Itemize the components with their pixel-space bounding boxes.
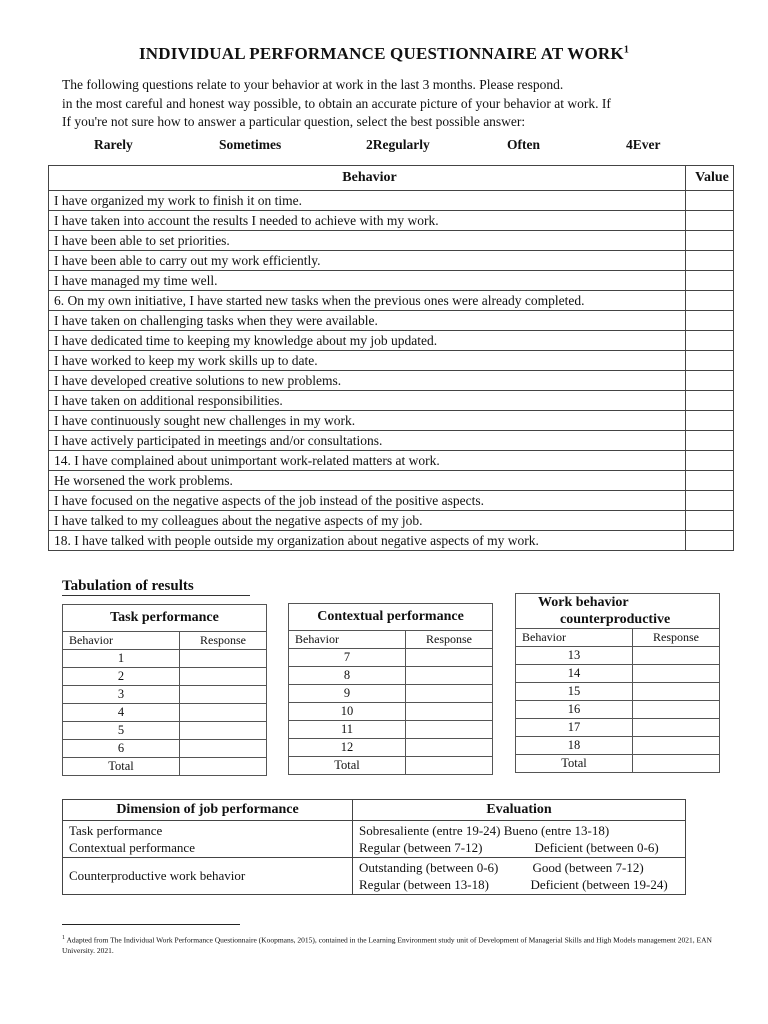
response-cell[interactable] (180, 722, 267, 740)
response-cell[interactable] (633, 719, 720, 737)
value-cell[interactable] (686, 531, 734, 551)
behavior-number: 17 (516, 719, 633, 737)
behavior-number: 1 (63, 650, 180, 668)
total-cell[interactable] (633, 755, 720, 773)
dimension-table (62, 799, 686, 895)
dimension-cell (63, 821, 353, 858)
total-cell[interactable] (180, 758, 267, 776)
behavior-row (49, 351, 734, 371)
response-cell[interactable] (633, 701, 720, 719)
total-row (516, 755, 720, 773)
behavior-row (49, 231, 734, 251)
behavior-text: 6. On my own initiative, I have started new tasks when the previous ones were already completed. (49, 291, 686, 311)
behavior-row (49, 411, 734, 431)
behavior-table-header (49, 166, 734, 191)
value-cell[interactable] (686, 431, 734, 451)
behavior-number: 8 (289, 667, 406, 685)
behavior-number: 18 (516, 737, 633, 755)
behavior-number: 14 (516, 665, 633, 683)
behavior-row (49, 251, 734, 271)
total-label: Total (63, 758, 180, 776)
evaluation-deficient: Deficient (between 19-24) (530, 877, 668, 892)
tabulation-row (516, 683, 720, 701)
evaluation-line (359, 859, 679, 876)
tabulation-row (63, 740, 267, 758)
response-cell[interactable] (406, 703, 493, 721)
response-col-label: Response (406, 631, 493, 649)
value-cell[interactable] (686, 231, 734, 251)
intro-text (62, 76, 742, 132)
tabulation-heading: Tabulation of results (62, 578, 194, 594)
intro-line: in the most careful and honest way possible, to obtain an accurate picture of your behavior at work. If (62, 95, 611, 111)
value-cell[interactable] (686, 211, 734, 231)
counterproductive-title (516, 594, 720, 629)
intro-line: The following questions relate to your behavior at work in the last 3 months. Please respond. (62, 77, 564, 92)
behavior-number: 16 (516, 701, 633, 719)
behavior-row (49, 331, 734, 351)
value-cell[interactable] (686, 311, 734, 331)
dimension-counterproductive: Counterproductive work behavior (63, 858, 353, 895)
behavior-row (49, 491, 734, 511)
response-col-label: Response (180, 632, 267, 650)
behavior-text: I have developed creative solutions to new problems. (49, 371, 686, 391)
behavior-text: I have taken on challenging tasks when they were available. (49, 311, 686, 331)
behavior-number: 2 (63, 668, 180, 686)
value-cell[interactable] (686, 371, 734, 391)
behavior-col-label: Behavior (516, 629, 633, 647)
behavior-text: 14. I have complained about unimportant work-related matters at work. (49, 451, 686, 471)
behavior-table (48, 165, 734, 551)
scale-option-sometimes: Sometimes (219, 137, 282, 152)
response-cell[interactable] (406, 721, 493, 739)
counterproductive-table (515, 593, 720, 773)
tabulation-row (516, 647, 720, 665)
behavior-row (49, 271, 734, 291)
response-cell[interactable] (633, 737, 720, 755)
footnote-mark: 1 (623, 44, 630, 56)
value-cell[interactable] (686, 191, 734, 211)
contextual-performance-title: Contextual performance (289, 604, 493, 631)
tabulation-underline (62, 595, 250, 596)
behavior-text: I have worked to keep my work skills up to date. (49, 351, 686, 371)
evaluation-regular: Regular (between 13-18) (359, 877, 489, 892)
value-cell[interactable] (686, 351, 734, 371)
behavior-row (49, 191, 734, 211)
behavior-number: 13 (516, 647, 633, 665)
evaluation-good: Good (between 7-12) (532, 860, 644, 875)
behavior-text: I have been able to set priorities. (49, 231, 686, 251)
behavior-row (49, 531, 734, 551)
scale-option-regularly: 2Regularly (366, 137, 430, 152)
evaluation-outstanding: Outstanding (between 0-6) (359, 860, 499, 875)
tabulation-row (516, 701, 720, 719)
evaluation-regular: Regular (between 7-12) (359, 840, 483, 855)
response-cell[interactable] (180, 740, 267, 758)
response-cell[interactable] (633, 683, 720, 701)
behavior-number: 7 (289, 649, 406, 667)
behavior-row (49, 431, 734, 451)
tabulation-row (289, 721, 493, 739)
value-cell[interactable] (686, 291, 734, 311)
behavior-text: I have been able to carry out my work efficiently. (49, 251, 686, 271)
behavior-row (49, 311, 734, 331)
value-cell[interactable] (686, 251, 734, 271)
evaluation-cell (353, 858, 686, 895)
dimension-task: Task performance (69, 823, 163, 838)
value-cell[interactable] (686, 471, 734, 491)
behavior-text: I have focused on the negative aspects of the job instead of the positive aspects. (49, 491, 686, 511)
footnote-text: Adapted from The Individual Work Performance Questionnaire (Koopmans, 2015), contained in the Learning Environment study unit of Development of Managerial Skills and High Models management 2021, EAN University. 2021. (62, 935, 712, 955)
behavior-row (49, 391, 734, 411)
behavior-row (49, 471, 734, 491)
tabulation-row (63, 668, 267, 686)
scale-option-rarely: Rarely (94, 137, 133, 152)
footnote-number: 1 (62, 935, 65, 941)
total-label: Total (289, 757, 406, 775)
value-cell[interactable] (686, 391, 734, 411)
evaluation-deficient: Deficient (between 0-6) (534, 840, 659, 855)
behavior-text: I have continuously sought new challenges in my work. (49, 411, 686, 431)
tabulation-row (289, 703, 493, 721)
behavior-col-label: Behavior (289, 631, 406, 649)
behavior-number: 9 (289, 685, 406, 703)
page-title: INDIVIDUAL PERFORMANCE QUESTIONNAIRE AT WORK$^1$ (138, 44, 630, 63)
value-cell[interactable] (686, 331, 734, 351)
response-col-label: Response (633, 629, 720, 647)
tabulation-row (516, 737, 720, 755)
counterproductive-title-line1: Work behavior (538, 595, 629, 610)
behavior-number: 3 (63, 686, 180, 704)
evaluation-column-header: Evaluation (353, 800, 686, 821)
footnote (62, 933, 712, 956)
response-cell[interactable] (633, 665, 720, 683)
behavior-row (49, 511, 734, 531)
response-cell[interactable] (406, 667, 493, 685)
dimension-column-header: Dimension of job performance (63, 800, 353, 821)
behavior-text: I have dedicated time to keeping my knowledge about my job updated. (49, 331, 686, 351)
footnote-divider (62, 924, 240, 925)
total-cell[interactable] (406, 757, 493, 775)
tabulation-row (289, 667, 493, 685)
evaluation-cell (353, 821, 686, 858)
behavior-number: 10 (289, 703, 406, 721)
evaluation-line (359, 839, 679, 856)
response-cell[interactable] (180, 668, 267, 686)
total-row (63, 758, 267, 776)
response-cell[interactable] (180, 704, 267, 722)
behavior-row (49, 371, 734, 391)
value-column-header: Value (686, 166, 734, 191)
response-cell[interactable] (180, 650, 267, 668)
behavior-text: I have taken on additional responsibilities. (49, 391, 686, 411)
tabulation-row (63, 722, 267, 740)
value-cell[interactable] (686, 411, 734, 431)
tabulation-row (289, 685, 493, 703)
behavior-row (49, 451, 734, 471)
value-cell[interactable] (686, 271, 734, 291)
response-cell[interactable] (406, 739, 493, 757)
contextual-performance-table (288, 603, 493, 775)
behavior-text: I have managed my time well. (49, 271, 686, 291)
task-performance-title: Task performance (63, 605, 267, 632)
behavior-col-label: Behavior (63, 632, 180, 650)
scale-option-often: Often (507, 137, 540, 152)
tabulation-row (516, 665, 720, 683)
behavior-number: 5 (63, 722, 180, 740)
behavior-number: 12 (289, 739, 406, 757)
behavior-text: I have organized my work to finish it on time. (49, 191, 686, 211)
value-cell[interactable] (686, 511, 734, 531)
value-cell[interactable] (686, 491, 734, 511)
response-cell[interactable] (406, 649, 493, 667)
behavior-number: 11 (289, 721, 406, 739)
tabulation-row (289, 649, 493, 667)
behavior-text: 18. I have talked with people outside my organization about negative aspects of my work. (49, 531, 686, 551)
scale-option-ever: 4Ever (626, 137, 661, 152)
response-cell[interactable] (406, 685, 493, 703)
evaluation-line: Sobresaliente (entre 19-24) Bueno (entre 13-18) (359, 823, 610, 838)
response-cell[interactable] (180, 686, 267, 704)
dimension-contextual: Contextual performance (69, 840, 195, 855)
behavior-text: I have actively participated in meetings and/or consultations. (49, 431, 686, 451)
response-cell[interactable] (633, 647, 720, 665)
tabulation-row (63, 686, 267, 704)
behavior-column-header: Behavior (49, 166, 686, 191)
behavior-row (49, 291, 734, 311)
total-row (289, 757, 493, 775)
intro-line: If you're not sure how to answer a particular question, select the best possible answer: (62, 114, 526, 129)
evaluation-line (359, 876, 679, 893)
tabulation-row (63, 704, 267, 722)
behavior-row (49, 211, 734, 231)
value-cell[interactable] (686, 451, 734, 471)
tabulation-row (63, 650, 267, 668)
task-performance-table (62, 604, 267, 776)
tabulation-row (289, 739, 493, 757)
behavior-text: He worsened the work problems. (49, 471, 686, 491)
tabulation-row (516, 719, 720, 737)
behavior-text: I have taken into account the results I needed to achieve with my work. (49, 211, 686, 231)
behavior-number: 4 (63, 704, 180, 722)
behavior-number: 6 (63, 740, 180, 758)
behavior-text: I have talked to my colleagues about the negative aspects of my job. (49, 511, 686, 531)
counterproductive-title-line2: counterproductive (560, 612, 671, 627)
total-label: Total (516, 755, 633, 773)
behavior-number: 15 (516, 683, 633, 701)
